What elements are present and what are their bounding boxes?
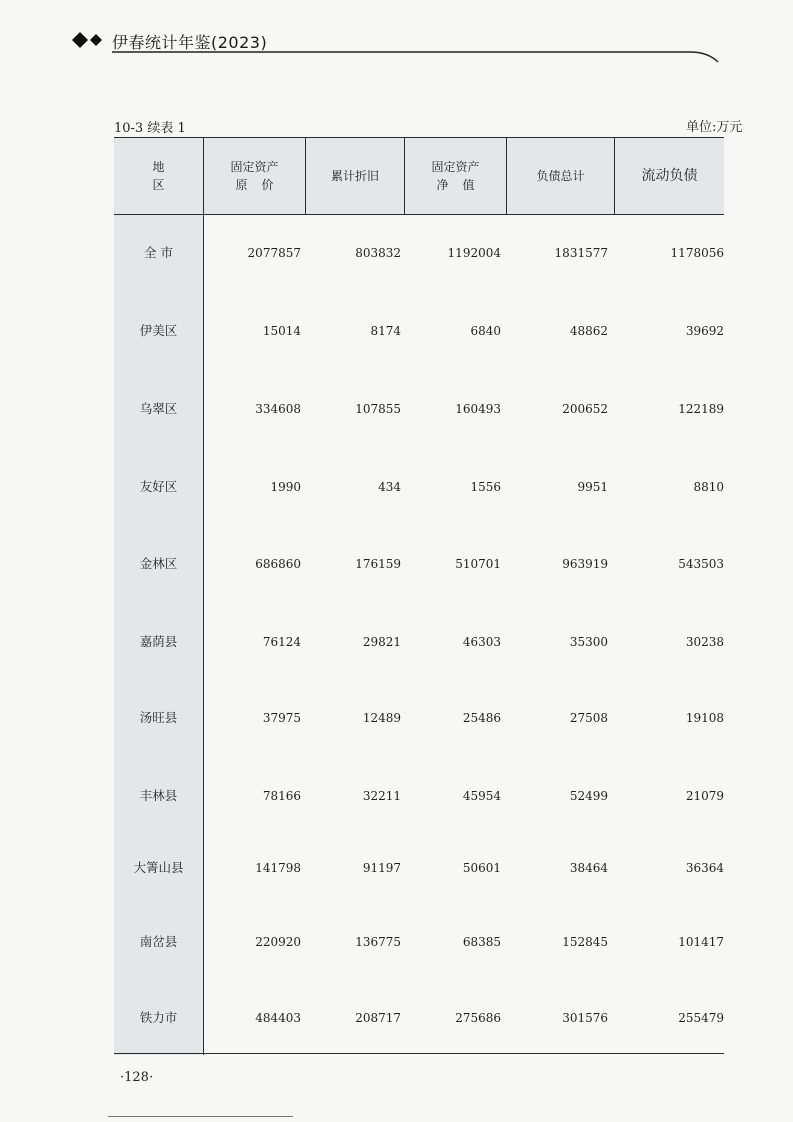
value-cell: 141798 bbox=[255, 861, 301, 875]
region-cell: 大箐山县 bbox=[133, 860, 184, 875]
value-cell: 8810 bbox=[693, 480, 724, 494]
region-cell: 乌翠区 bbox=[139, 401, 178, 416]
region-cell: 丰林县 bbox=[139, 788, 178, 803]
data-table bbox=[114, 137, 724, 1055]
region-cell: 南岔县 bbox=[139, 934, 178, 949]
value-cell: 25486 bbox=[462, 711, 501, 725]
value-cell: 32211 bbox=[362, 789, 401, 803]
value-cell: 963919 bbox=[562, 557, 608, 571]
table-row bbox=[114, 784, 724, 808]
value-cell: 255479 bbox=[678, 1011, 724, 1025]
value-cell: 208717 bbox=[355, 1011, 401, 1025]
value-cell: 334608 bbox=[255, 402, 301, 416]
table-row bbox=[114, 856, 724, 880]
value-cell: 30238 bbox=[685, 635, 724, 649]
value-cell: 38464 bbox=[569, 861, 608, 875]
table-row bbox=[114, 475, 724, 499]
value-cell: 434 bbox=[378, 480, 401, 494]
table-row bbox=[114, 930, 724, 954]
value-cell: 48862 bbox=[569, 324, 608, 338]
header-accumulated-depreciation: 累计折旧 bbox=[306, 138, 405, 214]
value-cell: 12489 bbox=[362, 711, 401, 725]
value-cell: 301576 bbox=[562, 1011, 608, 1025]
value-cell: 39692 bbox=[685, 324, 724, 338]
value-cell: 19108 bbox=[685, 711, 724, 725]
footer-rule bbox=[108, 1116, 293, 1117]
book-title: 伊春统计年鉴(2023) bbox=[112, 33, 268, 52]
value-cell: 803832 bbox=[355, 246, 401, 260]
value-cell: 9951 bbox=[577, 480, 608, 494]
value-cell: 510701 bbox=[455, 557, 501, 571]
value-cell: 1178056 bbox=[670, 246, 724, 260]
table-row bbox=[114, 1006, 724, 1030]
table-row bbox=[114, 630, 724, 654]
value-cell: 36364 bbox=[685, 861, 724, 875]
value-cell: 220920 bbox=[255, 935, 301, 949]
value-cell: 15014 bbox=[262, 324, 301, 338]
value-cell: 37975 bbox=[262, 711, 301, 725]
value-cell: 107855 bbox=[355, 402, 401, 416]
value-cell: 176159 bbox=[355, 557, 401, 571]
table-unit: 单位:万元 bbox=[686, 120, 743, 135]
header-fixed-assets-original: 固定资产 原价 bbox=[204, 138, 306, 214]
header-total-liabilities: 负债总计 bbox=[507, 138, 615, 214]
region-cell: 伊美区 bbox=[139, 323, 178, 338]
value-cell: 543503 bbox=[678, 557, 724, 571]
region-cell: 铁力市 bbox=[139, 1010, 178, 1025]
value-cell: 1990 bbox=[270, 480, 301, 494]
table-row bbox=[114, 319, 724, 343]
region-cell: 汤旺县 bbox=[139, 710, 178, 725]
value-cell: 484403 bbox=[255, 1011, 301, 1025]
table-label: 10-3 续表 1 bbox=[114, 121, 186, 136]
table-row bbox=[114, 552, 724, 576]
value-cell: 76124 bbox=[262, 635, 301, 649]
value-cell: 122189 bbox=[678, 402, 724, 416]
value-cell: 46303 bbox=[462, 635, 501, 649]
value-cell: 91197 bbox=[362, 861, 401, 875]
region-cell: 嘉荫县 bbox=[139, 634, 178, 649]
table-row bbox=[114, 397, 724, 421]
region-cell: 全 市 bbox=[144, 245, 173, 260]
value-cell: 21079 bbox=[685, 789, 724, 803]
table-bottom-rule bbox=[114, 1053, 724, 1054]
value-cell: 35300 bbox=[569, 635, 608, 649]
value-cell: 68385 bbox=[462, 935, 501, 949]
value-cell: 78166 bbox=[262, 789, 301, 803]
header-current-liabilities: 流动负债 bbox=[641, 168, 698, 184]
table-row bbox=[114, 241, 724, 265]
value-cell: 2077857 bbox=[247, 246, 301, 260]
value-cell: 152845 bbox=[562, 935, 608, 949]
value-cell: 50601 bbox=[462, 861, 501, 875]
value-cell: 101417 bbox=[678, 935, 724, 949]
table-header-row bbox=[114, 137, 724, 215]
value-cell: 8174 bbox=[370, 324, 401, 338]
header-region: 地区 bbox=[114, 138, 204, 214]
region-cell: 金林区 bbox=[139, 556, 178, 571]
header-rule bbox=[0, 0, 793, 70]
region-column-shading bbox=[114, 137, 204, 1055]
value-cell: 136775 bbox=[355, 935, 401, 949]
header-fixed-assets-net: 固定资产 净值 bbox=[405, 138, 507, 214]
value-cell: 52499 bbox=[569, 789, 608, 803]
region-cell: 友好区 bbox=[139, 479, 178, 494]
table-row bbox=[114, 706, 724, 730]
value-cell: 200652 bbox=[562, 402, 608, 416]
value-cell: 27508 bbox=[569, 711, 608, 725]
value-cell: 275686 bbox=[455, 1011, 501, 1025]
value-cell: 160493 bbox=[455, 402, 501, 416]
page-header bbox=[0, 0, 793, 70]
page-number: ·128· bbox=[120, 1070, 154, 1085]
value-cell: 29821 bbox=[362, 635, 401, 649]
value-cell: 45954 bbox=[462, 789, 501, 803]
value-cell: 1831577 bbox=[554, 246, 608, 260]
value-cell: 686860 bbox=[255, 557, 301, 571]
value-cell: 1192004 bbox=[447, 246, 501, 260]
value-cell: 1556 bbox=[470, 480, 501, 494]
value-cell: 6840 bbox=[470, 324, 501, 338]
